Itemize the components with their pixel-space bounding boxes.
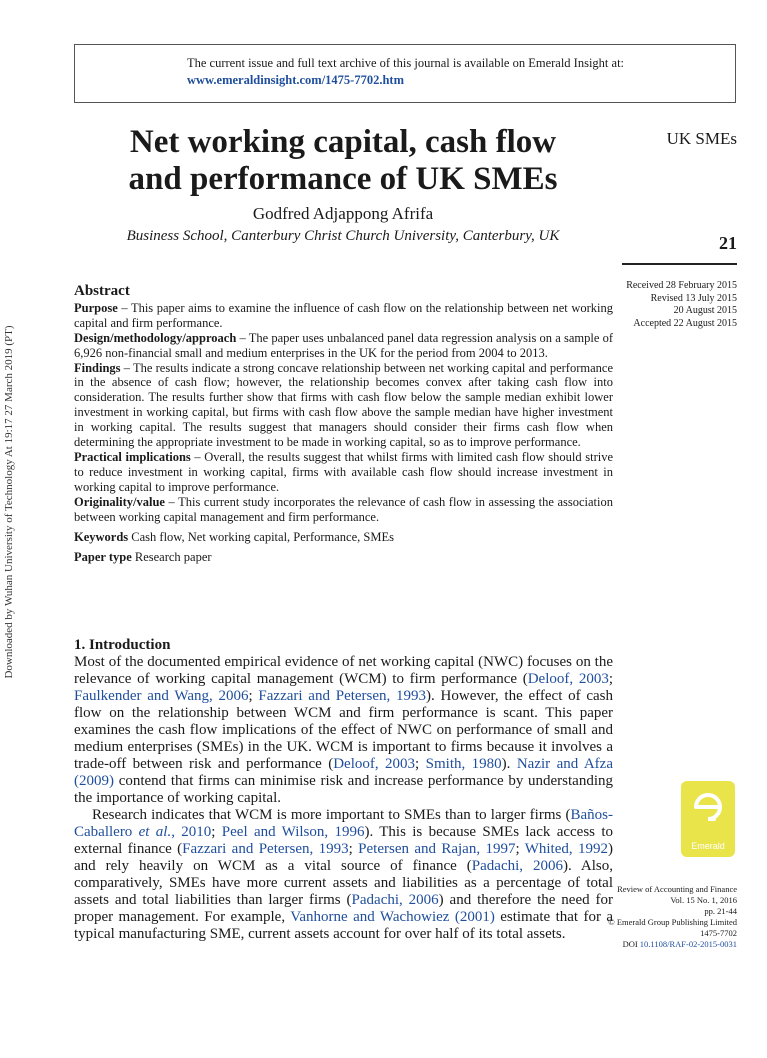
received-dates xyxy=(626,280,737,330)
download-watermark: Downloaded by Wuhan University of Technology At 19:17 27 March 2019 (PT) xyxy=(3,325,15,679)
citation-link[interactable]: Smith, 1980 xyxy=(425,756,502,772)
abstract-design xyxy=(74,331,613,361)
keywords-label: Keywords xyxy=(74,529,129,544)
citation-link[interactable]: Padachi, 2006 xyxy=(351,892,439,908)
running-head: UK SMEs xyxy=(666,129,737,148)
journal-name: Review of Accounting and Finance xyxy=(617,884,737,894)
design-text: – The paper uses unbalanced panel data regression analysis on a sample of 6,926 non-financial small and medium enterprises in the UK for the period from 2004 to 2013. xyxy=(74,330,613,360)
author-affiliation: Business School, Canterbury Christ Church University, Canterbury, UK xyxy=(126,228,560,244)
emerald-logo xyxy=(681,781,735,857)
title-line-2: and performance of UK SMEs xyxy=(128,161,558,197)
author-name: Godfred Adjappong Afrifa xyxy=(252,204,434,223)
emerald-e-icon xyxy=(690,789,726,827)
citation-part-italic: et al. xyxy=(138,824,172,840)
abstract-practical xyxy=(74,450,613,495)
text-run: ) and rely heavily on WCM as a vital source of finance ( xyxy=(74,841,613,874)
text-run: ; xyxy=(608,671,614,687)
citation-part: Baños-Caballero xyxy=(74,807,613,840)
introduction-body xyxy=(74,654,613,943)
title-line-1: Net working capital, cash flow xyxy=(129,124,557,160)
journal-availability-box xyxy=(74,44,736,103)
text-run: ). However, the effect of cash flow on the relationship between WCM and firm performance is scant. This paper examines the cash flow implications of the effect of NWC on performance of small and medium enterprises (SMEs) in the UK. WCM is important to firms because it involves a trade-off between risk and performance ( xyxy=(74,688,614,772)
date-revised-2: 20 August 2015 xyxy=(673,305,737,316)
citation-link[interactable]: Deloof, 2003 xyxy=(527,671,609,687)
findings-text: – The results indicate a strong concave relationship between net working capital and performance in the absence of cash flow; however, the relationship becomes convex after taking cash flow into consideration. The results further show that firms with cash flow below the sample median exhibit lower investment in working capital, but firms with cash flow above the sample median have higher investment in working capital. The results suggest that managers should consider their firms cash flow when determining the appropriate investment to be made in working capital, so as to improve performance. xyxy=(74,360,613,450)
date-accepted: Accepted 22 August 2015 xyxy=(633,317,737,329)
citation-link[interactable]: Fazzari and Petersen, 1993 xyxy=(182,841,349,857)
practical-text: – Overall, the results suggest that whilst firms with limited cash flow should strive to reduce investment in working capital, firms with available cash flow should increase investment in working capital to improve performance. xyxy=(74,449,614,494)
citation-link[interactable]: Peel and Wilson, 1996 xyxy=(221,824,365,840)
papertype-text: Research paper xyxy=(131,550,212,565)
citation-link[interactable]: Whited, 1992 xyxy=(524,841,608,857)
introduction-heading: 1. Introduction xyxy=(74,637,171,653)
text-run: ). Also, comparatively, SMEs have more current assets and liabilities as a percentage of total assets and total liabilities than larger firms ( xyxy=(74,858,613,908)
design-label: Design/methodology/approach xyxy=(74,330,237,345)
text-run: ; xyxy=(211,824,222,840)
originality-label: Originality/value xyxy=(74,494,165,509)
text-run: Most of the documented empirical evidence of net working capital (NWC) focuses on the relevance of working capital management (WCM) to firm performance ( xyxy=(74,654,613,687)
citation-link[interactable]: Nazir and Afza (2009) xyxy=(74,756,613,789)
journal-publisher: © Emerald Group Publishing Limited xyxy=(608,917,737,927)
availability-text: The current issue and full text archive of this journal is available on Emerald Insight at: xyxy=(187,56,625,70)
purpose-label: Purpose xyxy=(74,300,118,315)
text-run: contend that firms can minimise risk and increase performance by understanding the importance of working capital. xyxy=(74,773,613,806)
text-run: estimate that for a typical manufacturing SME, current assets account for over half of its total assets. xyxy=(74,909,614,942)
logo-wordmark: Emerald xyxy=(691,841,725,851)
abstract-heading: Abstract xyxy=(74,283,130,299)
citation-link[interactable]: Vanhorne and Wachowiez (2001) xyxy=(290,909,495,925)
journal-info xyxy=(608,884,737,950)
journal-issn: 1475-7702 xyxy=(700,928,737,938)
intro-paragraph-2 xyxy=(74,807,613,943)
journal-url-link[interactable]: www.emeraldinsight.com/1475-7702.htm xyxy=(187,73,404,87)
abstract-originality xyxy=(74,495,613,525)
abstract-findings xyxy=(74,361,613,450)
date-received: Received 28 February 2015 xyxy=(626,280,737,291)
originality-text: – This current study incorporates the relevance of cash flow in assessing the association between working capital management and firm performance. xyxy=(74,494,613,524)
margin-divider xyxy=(622,263,737,265)
papertype-label: Paper type xyxy=(74,550,132,565)
text-run: ; xyxy=(415,756,426,772)
citation-part: , 2010 xyxy=(171,824,212,840)
text-run: ) and therefore the need for proper management. For example, xyxy=(74,892,613,925)
doi-label: DOI xyxy=(622,939,640,949)
text-run: Research indicates that WCM is more important to SMEs than to larger firms ( xyxy=(92,807,571,823)
doi-link[interactable]: 10.1108/RAF-02-2015-0031 xyxy=(639,939,737,949)
purpose-text: – This paper aims to examine the influence of cash flow on the relationship between net working capital and firm performance. xyxy=(74,300,613,330)
abstract-section xyxy=(74,284,613,565)
text-run: ; xyxy=(515,841,525,857)
practical-label: Practical implications xyxy=(74,449,191,464)
journal-doi xyxy=(608,939,737,950)
date-revised-1: Revised 13 July 2015 xyxy=(650,292,737,304)
citation-link[interactable]: Petersen and Rajan, 1997 xyxy=(358,841,516,857)
journal-volume: Vol. 15 No. 1, 2016 xyxy=(670,895,737,905)
page-number: 21 xyxy=(719,233,737,253)
intro-paragraph-1 xyxy=(74,654,613,807)
article-title xyxy=(74,124,612,198)
citation-link[interactable]: Padachi, 2006 xyxy=(471,858,563,874)
abstract-paper-type xyxy=(74,550,613,565)
citation-link[interactable]: Fazzari and Petersen, 1993 xyxy=(258,688,427,704)
text-run: ). This is because SMEs lack access to external finance ( xyxy=(74,824,613,857)
text-run: ; xyxy=(248,688,259,704)
keywords-text: Cash flow, Net working capital, Performance, SMEs xyxy=(128,529,394,544)
citation-link[interactable]: Deloof, 2003 xyxy=(333,756,416,772)
citation-link[interactable]: Faulkender and Wang, 2006 xyxy=(74,688,249,704)
text-run: ). xyxy=(501,756,517,772)
journal-pages: pp. 21-44 xyxy=(704,906,737,916)
findings-label: Findings xyxy=(74,360,121,375)
abstract-keywords xyxy=(74,530,613,545)
abstract-purpose xyxy=(74,301,613,331)
text-run: ; xyxy=(348,841,359,857)
